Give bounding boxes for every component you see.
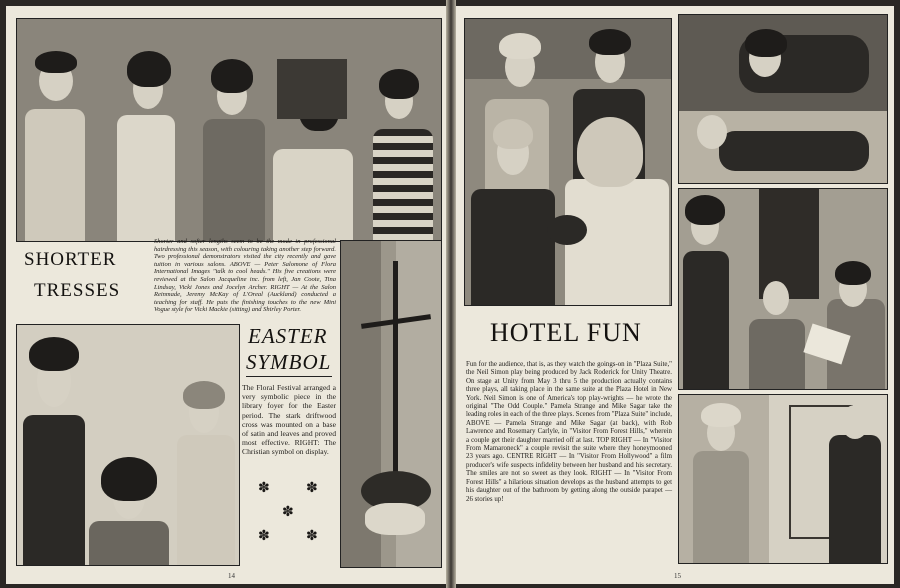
flower-ornament-icon: ✽ — [258, 529, 270, 544]
right-page — [456, 6, 894, 584]
easter-headline: EASTER — [248, 324, 328, 348]
shorter-headline: SHORTER — [24, 249, 117, 270]
hotel-fun-headline: HOTEL FUN — [490, 318, 642, 347]
left-page — [6, 6, 446, 584]
headline-rule — [246, 376, 332, 377]
flower-ornament-icon: ✽ — [258, 481, 270, 496]
hairdresser-demonstration-photo — [16, 324, 240, 566]
collapsed-man-photo — [678, 14, 888, 184]
page-number: 15 — [674, 572, 681, 580]
page-number: 14 — [228, 572, 235, 580]
tea-scene-photo — [678, 188, 888, 390]
symbol-headline: SYMBOL — [246, 350, 332, 374]
flower-ornament-icon: ✽ — [306, 529, 318, 544]
driftwood-cross-photo — [340, 240, 442, 568]
parapet-scene-photo — [678, 394, 888, 564]
hotel-fun-article: Fun for the audience, that is, as they watch the goings-on in "Plaza Suite," the Neil Simon play being produced by Jack Roderick for Unity Theatre. On stage at Unity from May 3 thru 5 the production actually contains three plays, all taking place in the same suite at the Plaza Hotel in New York. Neil Simon is one of America's top play-wrights — he wrote the original "The Odd Couple." Pamela Strange and Mike Sagar take the leading roles in each of the three plays. Scenes from "Plaza Suite" include, ABOVE — Pamela Strange and Mike Sagar (at back), with Rob Lawrence and Rosemary Carlyle, in "Visitor From Forest Hills," wherein a couple get their daughter married off at last. TOP RIGHT — In "Visitor From Mamaroneck" a couple revisit the suite where they honeymooned 23 years ago. CENTRE RIGHT — In "Visitor From Hollywood" a film producer's wife suspects infidelity between her husband and his secretary. The smiles are not so sweet as they look. RIGHT — In "Visitor From Forest Hills" a hilarious situation develops as the husband attempts to get his daughter out of the bathroom by getting along the outside parapet — 26 stories up! — [466, 361, 672, 503]
spine-gutter — [446, 0, 456, 588]
hairdressing-group-photo — [16, 18, 442, 242]
wedding-scene-photo — [464, 18, 672, 306]
tresses-headline: TRESSES — [34, 280, 121, 301]
tresses-caption: Shorter and softer lengths seem to be the mode in professional hairdressing this season, with colouring taking another step forward. Two professional demonstrators visited the city recently and gave tuition in various salons. ABOVE — Peter Salomone of Flora International Images "talk to cool heads." His five creations were reviewed at the Salon Jacqueline inc. from left, Jan Coote, Tina Lindsay, Vicki Jones and Jocelyn Archer. RIGHT — At the Salon Reinmade, Jeremy McKay of L'Oreal (Auckland) conducted a teaching for staff. He puts the finishing touches to the new Mini Vogue style for Vicki Mackie (sitting) and Shirley Porter. — [154, 238, 336, 314]
easter-caption: The Floral Festival arranged a very symbolic piece in the library foyer for the Easter period. The stark driftwood cross was mounted on a base of satin and leaves and proved most effective. RIGHT: The Christian symbol on display. — [242, 383, 336, 457]
flower-ornament-icon: ✽ — [282, 505, 294, 520]
flower-ornament-icon: ✽ — [306, 481, 318, 496]
